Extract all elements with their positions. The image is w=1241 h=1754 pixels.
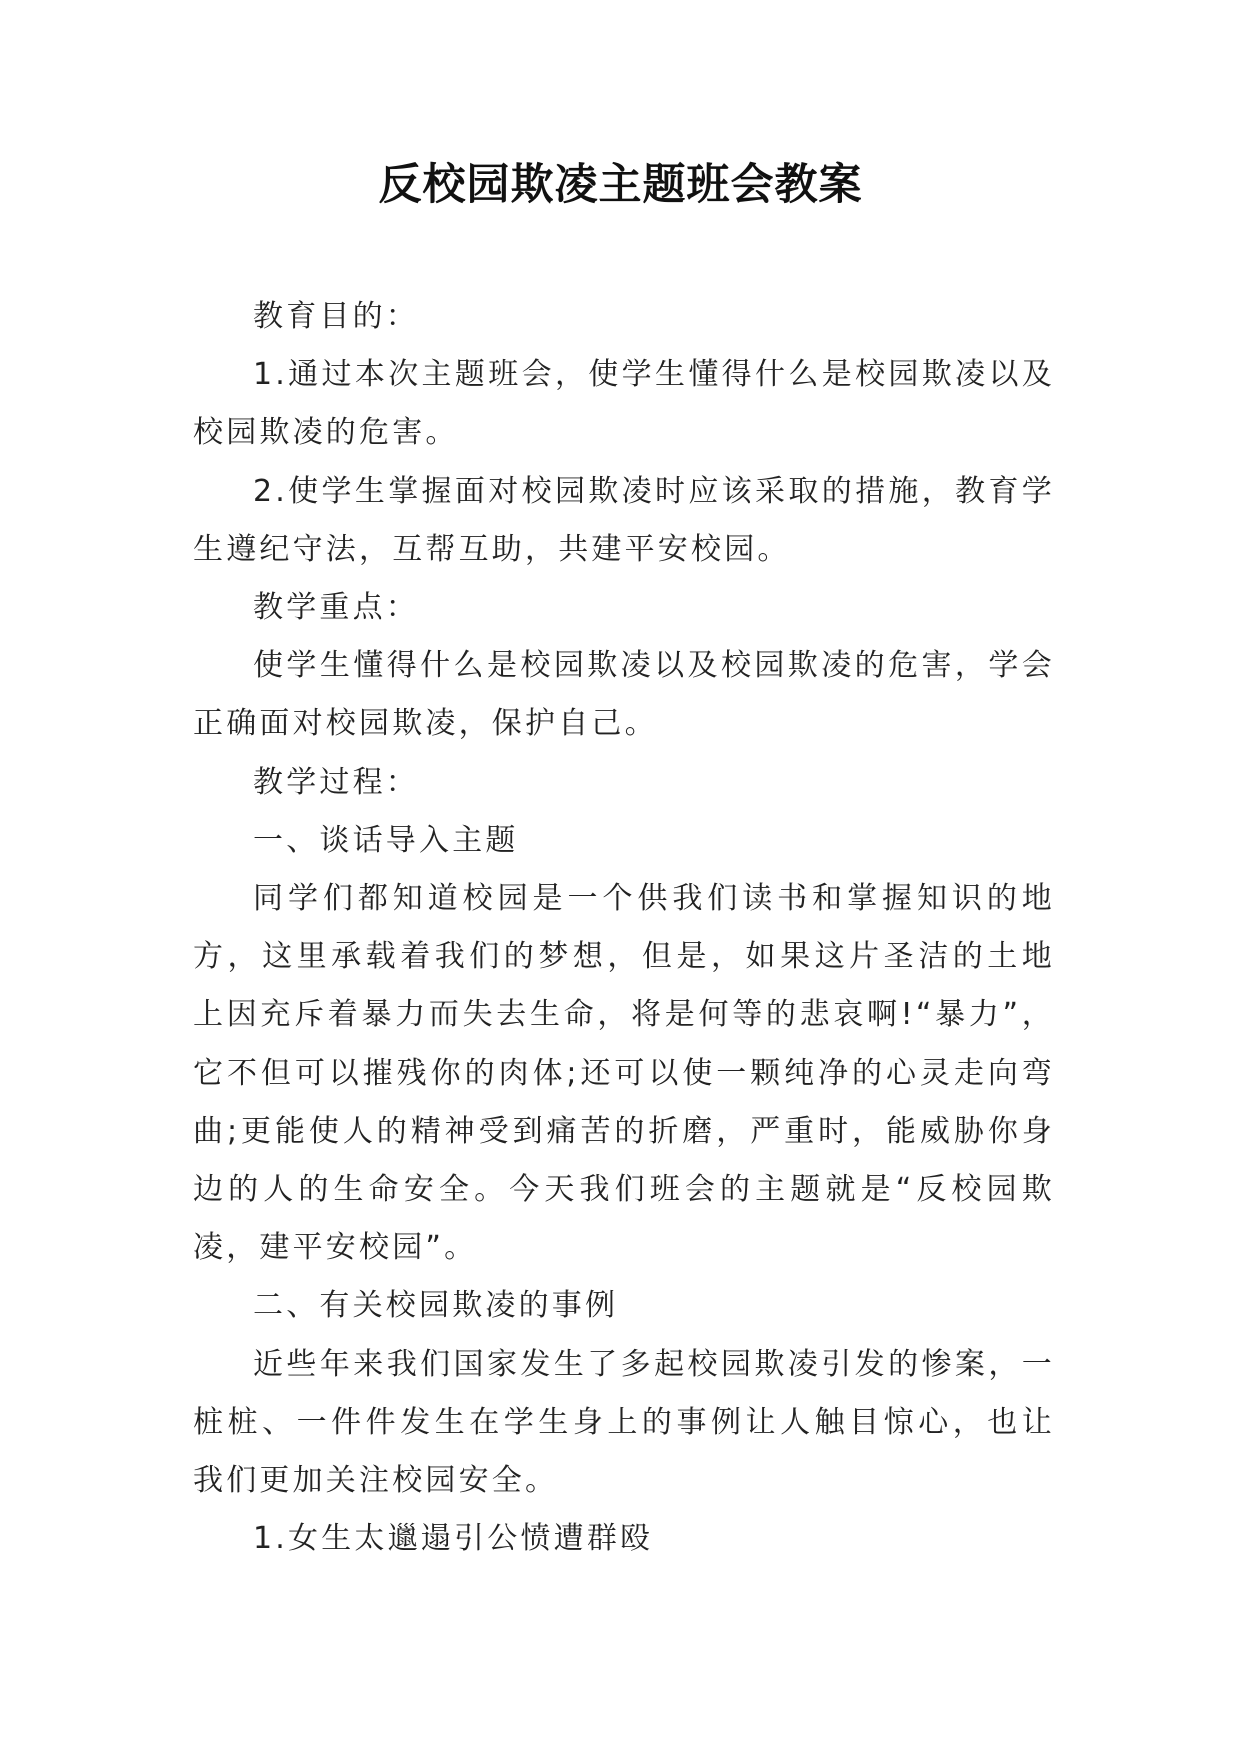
paragraph-heading-objectives: 教育目的： <box>253 299 419 334</box>
paragraph-key-points: 使学生懂得什么是校园欺凌以及校园欺凌的危害，学会正确面对校园欺凌，保护自己。 <box>193 648 1055 742</box>
paragraph-objective-2: 2.使学生掌握面对校园欺凌时应该采取的措施，教育学生遵纪守法，互帮互助，共建平安校园。 <box>193 473 1055 567</box>
paragraph-objective-1: 1.通过本次主题班会，使学生懂得什么是校园欺凌以及校园欺凌的危害。 <box>193 357 1055 451</box>
paragraph-section-2-heading: 二、有关校园欺凌的事例 <box>253 1288 619 1324</box>
document-body <box>193 288 1055 1568</box>
paragraph-section-1-body: 同学们都知道校园是一个供我们读书和掌握知识的地方，这里承载着我们的梦想，但是，如果这片圣洁的土地上因充斥着暴力而失去生命，将是何等的悲哀啊!“暴力”，它不但可以摧残你的肉体;还可以使一颗纯净的心灵走向弯曲;更能使人的精神受到痛苦的折磨，严重时，能威胁你身边的人的生命安全。今天我们班会的主题就是“反校园欺凌，建平安校园”。 <box>193 881 1055 1266</box>
paragraph-case-1: 1.女生太邋遢引公愤遭群殴 <box>253 1521 654 1557</box>
paragraph-heading-process: 教学过程： <box>253 764 419 800</box>
document-title: 反校园欺凌主题班会教案 <box>378 160 863 210</box>
paragraph-section-2-body: 近些年来我们国家发生了多起校园欺凌引发的惨案，一桩桩、一件件发生在学生身上的事例让人触目惊心，也让我们更加关注校园安全。 <box>193 1346 1055 1499</box>
paragraph-heading-key-points: 教学重点： <box>253 590 419 626</box>
paragraph-section-1-heading: 一、谈话导入主题 <box>253 822 519 858</box>
